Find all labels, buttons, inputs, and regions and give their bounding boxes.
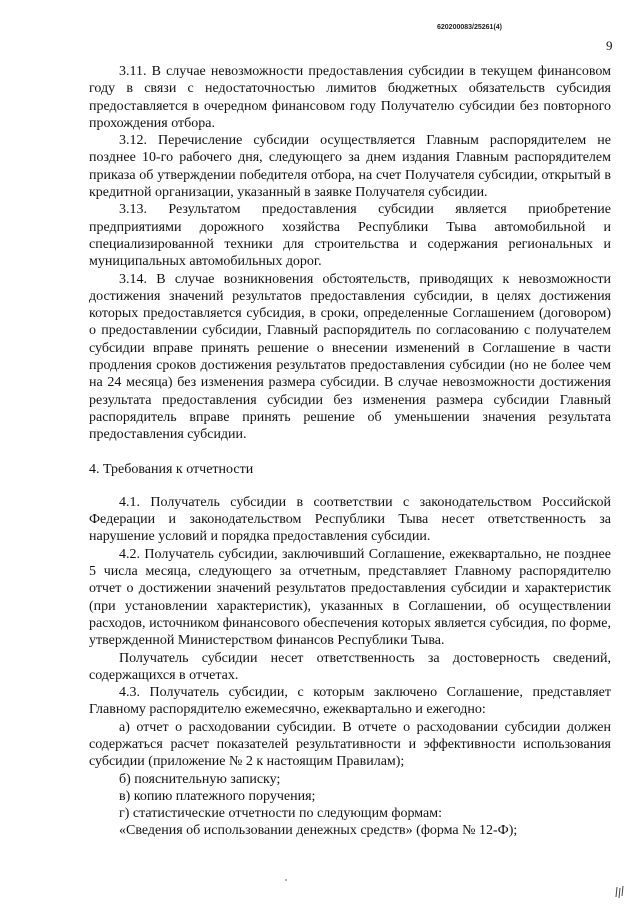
paragraph-3-13: 3.13. Результатом предоставления субсидии является приобретение предприятиями дорожного хозяйства Республики Тыва автомобильной и специализированной техники для строительства и содержания региональных и муниципальных автомобильных дорог. [89,202,611,270]
document-id: 620200083/25261(4) [437,24,503,31]
paragraph-4-2: 4.2. Получатель субсидии, заключивший Соглашение, ежеквартально, не позднее 5 числа месяца, следующего за отчетным, представляет Главному распорядителю отчет о достижении значений результатов предоставления субсидии и характеристик (при установлении характеристик), указанных в Соглашении, об осуществлении расходов, источником финансового обеспечения которых является субсидия, по форме, утвержденной Министерством финансов Республики Тыва. [89,546,611,649]
list-item-b: б) пояснительную записку; [119,771,281,787]
list-item-a: а) отчет о расходовании субсидии. В отчете о расходовании субсидии должен содержаться расчет показателей результативности и эффективности использования субсидии (приложение № 2 к настоящим Правилам); [89,719,611,770]
paragraph-4-1: 4.1. Получатель субсидии в соответствии с законодательством Российской Федерации и законодательством Республики Тыва несет ответственность за нарушение условий и порядка предоставления субсидии. [89,494,611,545]
handwritten-mark-icon [614,885,628,899]
paragraph-3-12: 3.12. Перечисление субсидии осуществляется Главным распорядителем не позднее 10-го рабочего дня, следующего за днем издания Главным распорядителем приказа об утверждении победителя отбора, на счет Получателя субсидии, открытый в кредитной организации, указанный в заявке Получателя субсидии. [89,133,611,201]
paragraph-3-11: 3.11. В случае невозможности предоставления субсидии в текущем финансовом году в связи с недостаточностью лимитов бюджетных обязательств субсидия предоставляется в очередном финансовом году Получателю субсидии без повторного прохождения отбора. [89,64,611,131]
list-item-g: г) статистические отчетности по следующим формам: [119,806,443,822]
document-body [89,63,611,840]
list-item-form-12f: «Сведения об использовании денежных средств» (форма № 12-Ф); [119,823,518,839]
list-item-v: в) копию платежного поручения; [119,788,316,804]
scan-dot [285,879,287,881]
paragraph-4-2-responsibility: Получатель субсидии несет ответственность за достоверность сведений, содержащихся в отчетах. [89,650,611,683]
paragraph-3-14: 3.14. В случае возникновения обстоятельств, приводящих к невозможности достижения значений результатов предоставления субсидии, в целях достижения которых предоставляется субсидия, в сроки, определенные Соглашением (договором) о предоставлении субсидии, Главный распорядитель по согласованию с получателем субсидии вправе принять решение о внесении изменений в Соглашение в части продления сроков достижения результатов предоставления субсидии (но не более чем на 24 месяца) без изменения размера субсидии. В случае невозможности достижения результата предоставления субсидии без изменения размера субсидии Главный распорядитель вправе принять решение об уменьшении значения результата предоставления субсидии. [89,271,611,443]
page-number: 9 [606,38,613,53]
paragraph-4-3: 4.3. Получатель субсидии, с которым заключено Соглашение, представляет Главному распорядителю ежемесячно, ежеквартально и ежегодно: [89,685,611,718]
section-4-title: 4. Требования к отчетности [89,461,254,477]
